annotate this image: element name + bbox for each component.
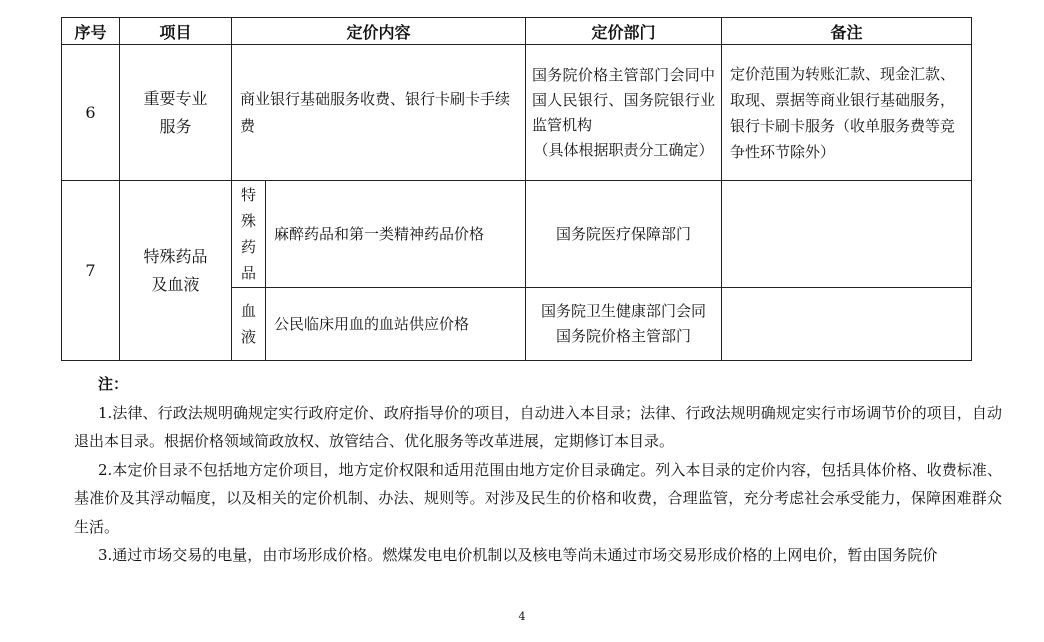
category-char: 液	[240, 328, 256, 346]
row6-item-line2: 服务	[159, 116, 192, 136]
row6-dept-note: （具体根据职责分工确定）	[533, 140, 714, 159]
row6-dept	[526, 45, 722, 181]
notes-section	[74, 370, 1002, 570]
row7-item-line1: 特殊药品	[143, 246, 208, 266]
table-row	[62, 181, 972, 288]
row6-content: 商业银行基础服务收费、银行卡刷卡手续费	[232, 45, 526, 181]
header-remark: 备注	[722, 18, 972, 45]
row7-seq: 7	[62, 181, 120, 361]
header-dept: 定价部门	[526, 18, 722, 45]
pricing-table	[61, 17, 972, 361]
row6-item	[120, 45, 232, 181]
row6-dept-text: 国务院价格主管部门会同中国人民银行、国务院银行业监管机构	[532, 65, 716, 134]
table-header-row	[62, 18, 972, 45]
row7-sub1-content: 麻醉药品和第一类精神药品价格	[266, 181, 526, 288]
category-char: 血	[240, 302, 256, 320]
category-char: 药	[240, 238, 256, 256]
row7-sub2-category	[232, 288, 266, 361]
note-item-1: 1.法律、行政法规明确规定实行政府定价、政府指导价的项目，自动进入本目录；法律、行政法规明确规定实行市场调节价的项目，自动退出本目录。根据价格领域简政放权、放管结合、优化服务等改革进展，定期修订本目录。	[74, 403, 1002, 450]
row7-item	[120, 181, 232, 361]
row7-sub1-dept: 国务院医疗保障部门	[526, 181, 722, 288]
row6-item-line1: 重要专业	[143, 88, 208, 108]
row7-sub1-remark	[722, 181, 972, 288]
row7-sub2-content: 公民临床用血的血站供应价格	[266, 288, 526, 361]
row7-sub1-category	[232, 181, 266, 288]
row6-seq: 6	[62, 45, 120, 181]
table-row	[62, 45, 972, 181]
category-char: 特	[240, 186, 256, 204]
row7-sub2-dept-line1: 国务院卫生健康部门会同	[541, 302, 707, 320]
header-seq: 序号	[62, 18, 120, 45]
row7-sub2-dept	[526, 288, 722, 361]
header-item: 项目	[120, 18, 232, 45]
row6-remark: 定价范围为转账汇款、现金汇款、取现、票据等商业银行基础服务，银行卡刷卡服务（收单服务费等竞争性环节除外）	[722, 45, 972, 181]
category-char: 品	[240, 264, 256, 282]
row7-sub2-dept-line2: 国务院价格主管部门	[556, 327, 692, 345]
row7-sub2-remark	[722, 288, 972, 361]
row7-item-line2: 及血液	[151, 274, 200, 294]
page-number: 4	[518, 610, 526, 623]
category-char: 殊	[240, 212, 256, 230]
note-item-3: 3.通过市场交易的电量，由市场形成价格。燃煤发电电价机制以及核电等尚未通过市场交易形成价格的上网电价，暂由国务院价	[98, 546, 938, 564]
note-item-2: 2.本定价目录不包括地方定价项目，地方定价权限和适用范围由地方定价目录确定。列入本目录的定价内容，包括具体价格、收费标准、基准价及其浮动幅度，以及相关的定价机制、办法、规则等。对涉及民生的价格和收费，合理监管，充分考虑社会承受能力，保障困难群众生活。	[74, 460, 1002, 536]
notes-heading: 注：	[98, 375, 129, 393]
header-content: 定价内容	[232, 18, 526, 45]
